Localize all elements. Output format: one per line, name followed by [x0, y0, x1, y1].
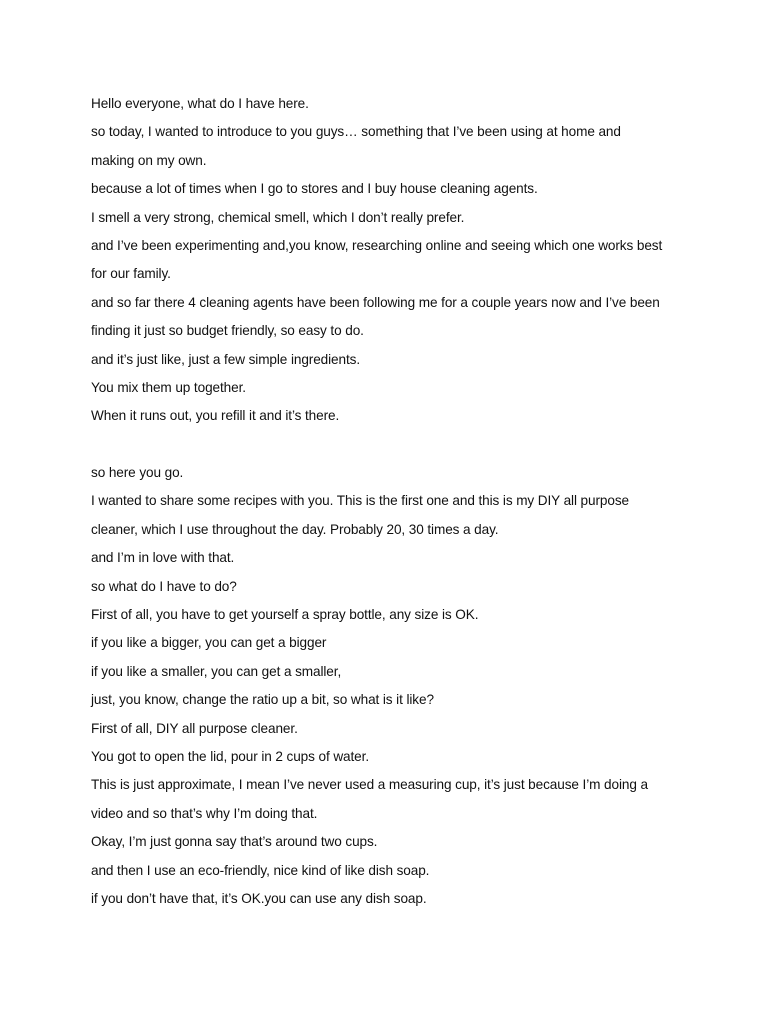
text-line: if you like a bigger, you can get a bigger: [91, 635, 327, 651]
text-line: for our family.: [91, 266, 171, 282]
text-line: and I’ve been experimenting and,you know, researching online and seeing which one works best: [91, 237, 663, 253]
text-line: so today, I wanted to introduce to you guys… something that I’ve been using at home and: [91, 124, 621, 140]
text-line: finding it just so budget friendly, so easy to do.: [91, 323, 364, 339]
text-line: Hello everyone, what do I have here.: [91, 96, 309, 111]
text-line: Okay, I’m just gonna say that’s around two cups.: [91, 834, 378, 850]
text-line: You mix them up together.: [91, 379, 246, 395]
text-line: I wanted to share some recipes with you. This is the first one and this is my DIY all purpose: [91, 493, 629, 509]
text-line: cleaner, which I use throughout the day. Probably 20, 30 times a day.: [91, 521, 499, 537]
text-line: just, you know, change the ratio up a bit, so what is it like?: [91, 692, 434, 708]
text-line: because a lot of times when I go to stores and I buy house cleaning agents.: [91, 181, 538, 197]
text-line: and I’m in love with that.: [91, 550, 235, 566]
text-line: I smell a very strong, chemical smell, which I don’t really prefer.: [91, 209, 465, 225]
text-line: and then I use an eco-friendly, nice kind of like dish soap.: [91, 862, 430, 878]
transcript-text: [91, 90, 691, 913]
text-line: making on my own.: [91, 152, 207, 168]
text-line: so what do I have to do?: [91, 578, 237, 594]
text-line: First of all, DIY all purpose cleaner.: [91, 720, 298, 736]
text-line: so here you go.: [91, 465, 184, 481]
text-line: and it’s just like, just a few simple ingredients.: [91, 351, 361, 367]
text-line: First of all, you have to get yourself a spray bottle, any size is OK.: [91, 607, 479, 623]
text-line: if you don’t have that, it’s OK.you can use any dish soap.: [91, 890, 427, 906]
text-line: and so far there 4 cleaning agents have been following me for a couple years now and I’ve been: [91, 294, 660, 310]
text-line: You got to open the lid, pour in 2 cups of water.: [91, 748, 369, 764]
text-line: When it runs out, you refill it and it’s there.: [91, 408, 340, 424]
text-line: if you like a smaller, you can get a smaller,: [91, 663, 342, 679]
text-line: video and so that’s why I’m doing that.: [91, 805, 318, 821]
text-line: This is just approximate, I mean I’ve never used a measuring cup, it’s just because I’m doing a: [91, 777, 648, 793]
blank-line: [91, 431, 691, 459]
